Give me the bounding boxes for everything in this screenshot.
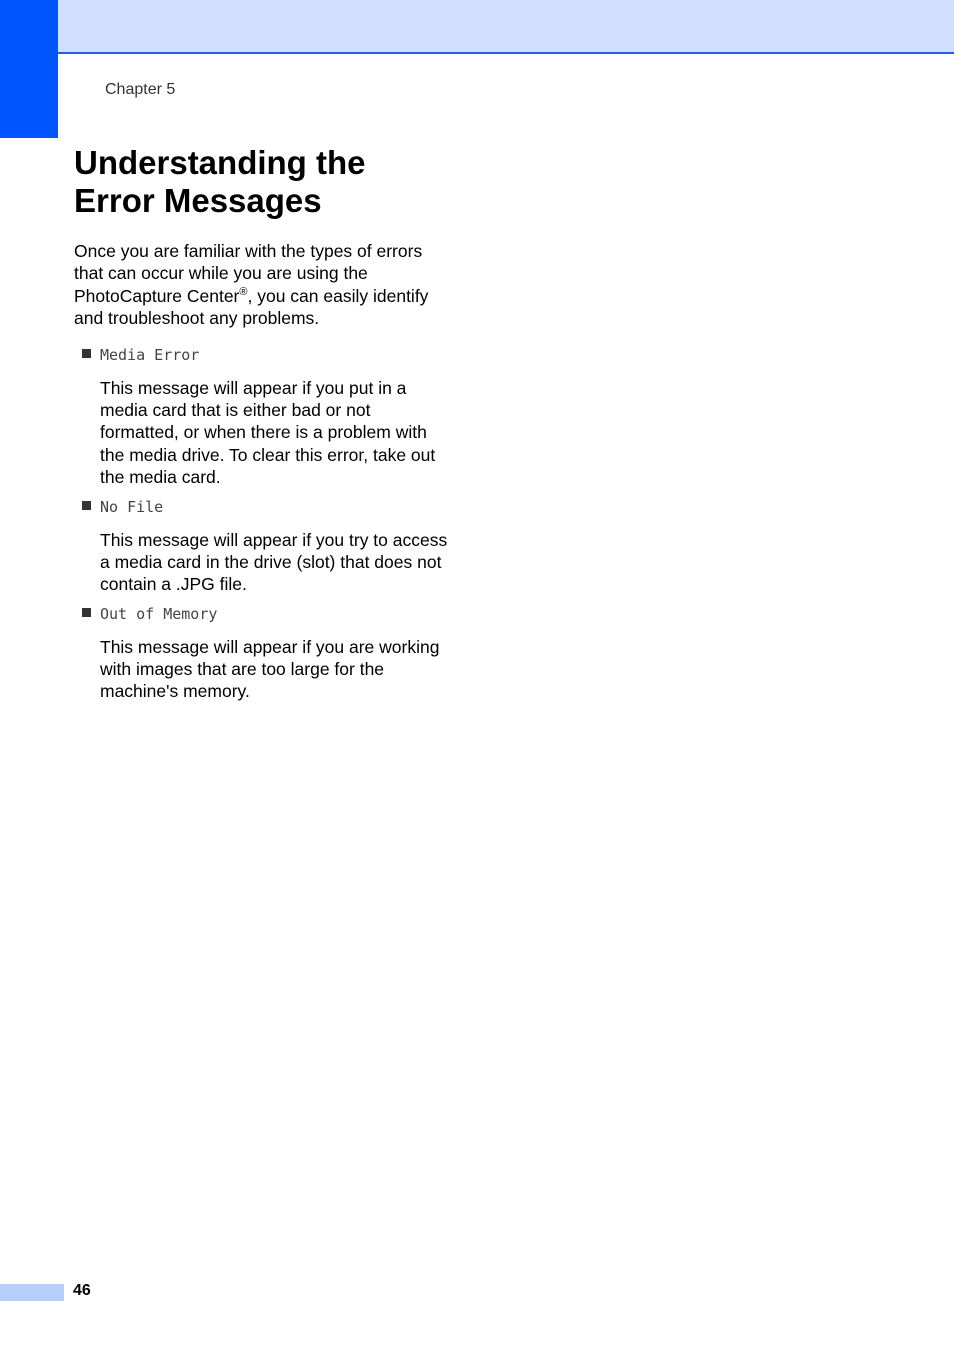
error-description: This message will appear if you are working with images that are too large for the machine's memory. xyxy=(100,637,440,702)
square-bullet-icon xyxy=(82,501,91,510)
error-item-media-error xyxy=(80,345,452,488)
error-item-head xyxy=(80,497,452,519)
intro-text: Once you are familiar with the types of errors that can occur while you are using the PhotoCapture Center xyxy=(74,241,423,306)
error-item-out-of-memory xyxy=(80,604,452,703)
page-title-line-2: Error Messages xyxy=(74,182,322,219)
error-code: Media Error xyxy=(100,346,200,364)
error-description: This message will appear if you try to access a media card in the drive (slot) that does not contain a .JPG file. xyxy=(100,530,448,595)
error-code: Out of Memory xyxy=(100,605,218,623)
chapter-label: Chapter 5 xyxy=(105,81,176,98)
footer-band xyxy=(0,1284,64,1301)
error-item-head xyxy=(80,604,452,626)
error-item-no-file xyxy=(80,497,452,596)
intro-text-end: , you can easily identify and troubleshoot any problems. xyxy=(74,285,429,328)
chapter-tab xyxy=(0,0,58,138)
page-title-line-1: Understanding the xyxy=(74,144,366,181)
square-bullet-icon xyxy=(82,608,91,617)
intro-paragraph xyxy=(74,240,446,329)
registered-mark: ® xyxy=(239,285,248,298)
header-band xyxy=(58,0,954,54)
square-bullet-icon xyxy=(82,349,91,358)
error-description: This message will appear if you put in a media card that is either bad or not formatted, or when there is a problem with the media drive. To clear this error, take out the media card. xyxy=(100,378,436,487)
error-code: No File xyxy=(100,498,164,516)
error-item-head xyxy=(80,345,452,367)
page-number: 46 xyxy=(73,1282,91,1299)
page-title xyxy=(74,144,474,220)
